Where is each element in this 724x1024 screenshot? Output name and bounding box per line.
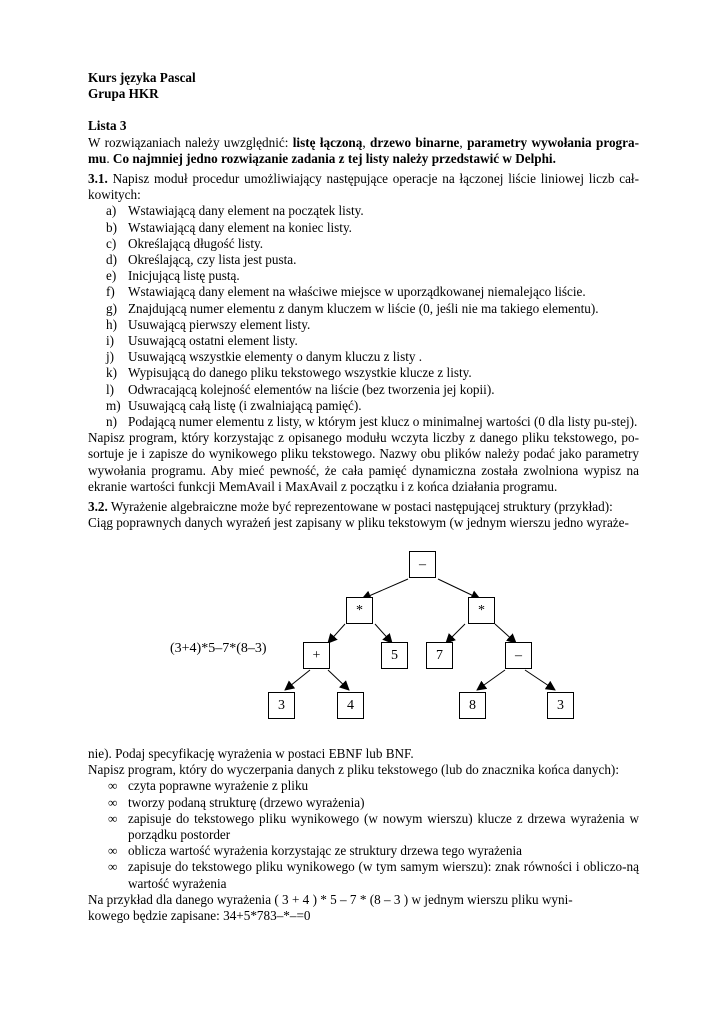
list-item: ∞ zapisuje do tekstowego pliku wynikowego (w nowym wierszu) klucze z drzewa wyrażenia w porządku postorder	[88, 811, 639, 843]
tree-node: 5	[381, 642, 408, 669]
infinity-bullet-icon: ∞	[108, 794, 118, 810]
task-3-2-bullets	[88, 778, 639, 891]
task-3-2-continuation	[88, 746, 639, 924]
document-header	[88, 70, 639, 102]
task-3-1-closing: Napisz program, który korzystając z opisanego modułu wczyta liczby z danego pliku tekstowego, po-sortuje je i zapisze do wynikowego pliku tekstowego. Nazwy obu plików należy podać jako parametry wywołania programu. Aby mieć pewność, że cała pamięć dynamiczna została zwolniona wypisz na ekranie wartości funkcji MemAvail i MaxAvail z początku i z końca działania programu.	[88, 430, 639, 494]
list-item: ∞ czyta poprawne wyrażenie z pliku	[88, 778, 639, 794]
edge	[477, 670, 505, 690]
list-item: ∞ zapisuje do tekstowego pliku wynikowego (w tym samym wierszu): znak równości i obliczo-ną wartość wyrażenia	[88, 859, 639, 891]
intro-paragraph: W rozwiązaniach należy uwzględnić: listę łączoną, drzewo binarne, parametry wywołania progra-mu. Co najmniej jedno rozwiązanie zadania z tej listy należy przedstawić w Delphi.	[88, 134, 639, 166]
edge	[362, 579, 408, 599]
task-3-2-line2: Ciąg poprawnych danych wyrażeń jest zapisany w pliku tekstowym (w jednym wierszu jedno wyraże-	[88, 515, 629, 531]
tree-node: *	[346, 597, 373, 624]
list-title: Lista 3	[88, 118, 127, 134]
edge	[328, 624, 345, 643]
expression-example: (3+4)*5–7*(8–3)	[170, 641, 267, 656]
edge	[328, 670, 349, 690]
document-page	[88, 70, 639, 531]
list-item: ∞ tworzy podaną strukturę (drzewo wyrażenia)	[88, 795, 639, 811]
infinity-bullet-icon: ∞	[108, 778, 118, 794]
task-3-2-after: nie). Podaj specyfikację wyrażenia w postaci EBNF lub BNF.	[88, 746, 414, 761]
tree-node: *	[468, 597, 495, 624]
edge	[438, 579, 480, 599]
task-3-1-lead: 3.1. Napisz moduł procedur umożliwiający następujące operacje na łączonej liście liniowej liczb cał-kowitych:	[88, 171, 639, 203]
tree-node: 3	[547, 692, 574, 719]
tree-node: 3	[268, 692, 295, 719]
list-item: f) Wstawiającą dany element na właściwe miejsce w uporządkowanej niemalejąco liście.	[106, 284, 586, 300]
example-line-2: kowego będzie zapisane: 34+5*783–*–=0	[88, 908, 311, 924]
edge	[446, 624, 465, 643]
task-3-2-number: 3.2.	[88, 499, 108, 515]
tree-node: +	[303, 642, 330, 669]
tree-edges	[150, 548, 600, 723]
list-item: d) Określającą, czy lista jest pusta.	[106, 252, 297, 268]
list-item: i) Usuwającą ostatni element listy.	[106, 333, 298, 349]
infinity-bullet-icon: ∞	[108, 843, 118, 859]
edge	[285, 670, 310, 690]
tree-node-root: –	[409, 551, 436, 578]
task-3-1-number: 3.1.	[88, 171, 108, 187]
list-item: k) Wypisującą do danego pliku tekstowego wszystkie klucze z listy.	[106, 365, 472, 381]
tree-node: 7	[426, 642, 453, 669]
example-line-1: Na przykład dla danego wyrażenia ( 3 + 4 ) * 5 – 7 * (8 – 3 ) w jednym wierszu pliku wyni-	[88, 891, 573, 907]
tree-node: 8	[459, 692, 486, 719]
list-item: b) Wstawiającą dany element na koniec listy.	[106, 219, 352, 235]
tree-node: 4	[337, 692, 364, 719]
tree-node: –	[505, 642, 532, 669]
course-title: Kurs języka Pascal	[88, 70, 196, 85]
list-item: n) Podającą numer elementu z listy, w którym jest klucz o minimalnej wartości (0 dla listy pu-stej).	[106, 414, 638, 430]
list-item: h) Usuwającą pierwszy element listy.	[106, 316, 311, 332]
list-item: e) Inicjującą listę pustą.	[106, 268, 240, 284]
list-item: c) Określającą długość listy.	[106, 235, 264, 251]
list-item: l) Odwracającą kolejność elementów na liście (bez tworzenia jej kopii).	[106, 381, 495, 397]
task-3-1-list	[88, 203, 639, 430]
task-3-2-lead: 3.2. Wyrażenie algebraiczne może być reprezentowane w postaci następującej struktury (przykład):	[88, 499, 613, 515]
list-item: j) Usuwającą wszystkie elementy o danym kluczu z listy .	[106, 349, 423, 365]
group-name: Grupa HKR	[88, 86, 159, 102]
list-item: g) Znajdującą numer elementu z danym kluczem w liście (0, jeśli nie ma takiego elementu).	[106, 300, 599, 316]
infinity-bullet-icon: ∞	[108, 810, 118, 826]
list-item: m) Usuwającą całą listę (i zwalniającą pamięć).	[106, 397, 362, 413]
list-item: ∞ oblicza wartość wyrażenia korzystając ze struktury drzewa tego wyrażenia	[88, 843, 639, 859]
edge	[525, 670, 555, 690]
infinity-bullet-icon: ∞	[108, 859, 118, 875]
task-3-2-program: Napisz program, który do wyczerpania danych z pliku tekstowego (lub do znacznika końca danych):	[88, 762, 619, 778]
list-item: a) Wstawiającą dany element na początek listy.	[106, 203, 364, 219]
expression-tree-figure	[150, 548, 600, 723]
edge	[495, 624, 516, 643]
edge	[375, 624, 392, 643]
